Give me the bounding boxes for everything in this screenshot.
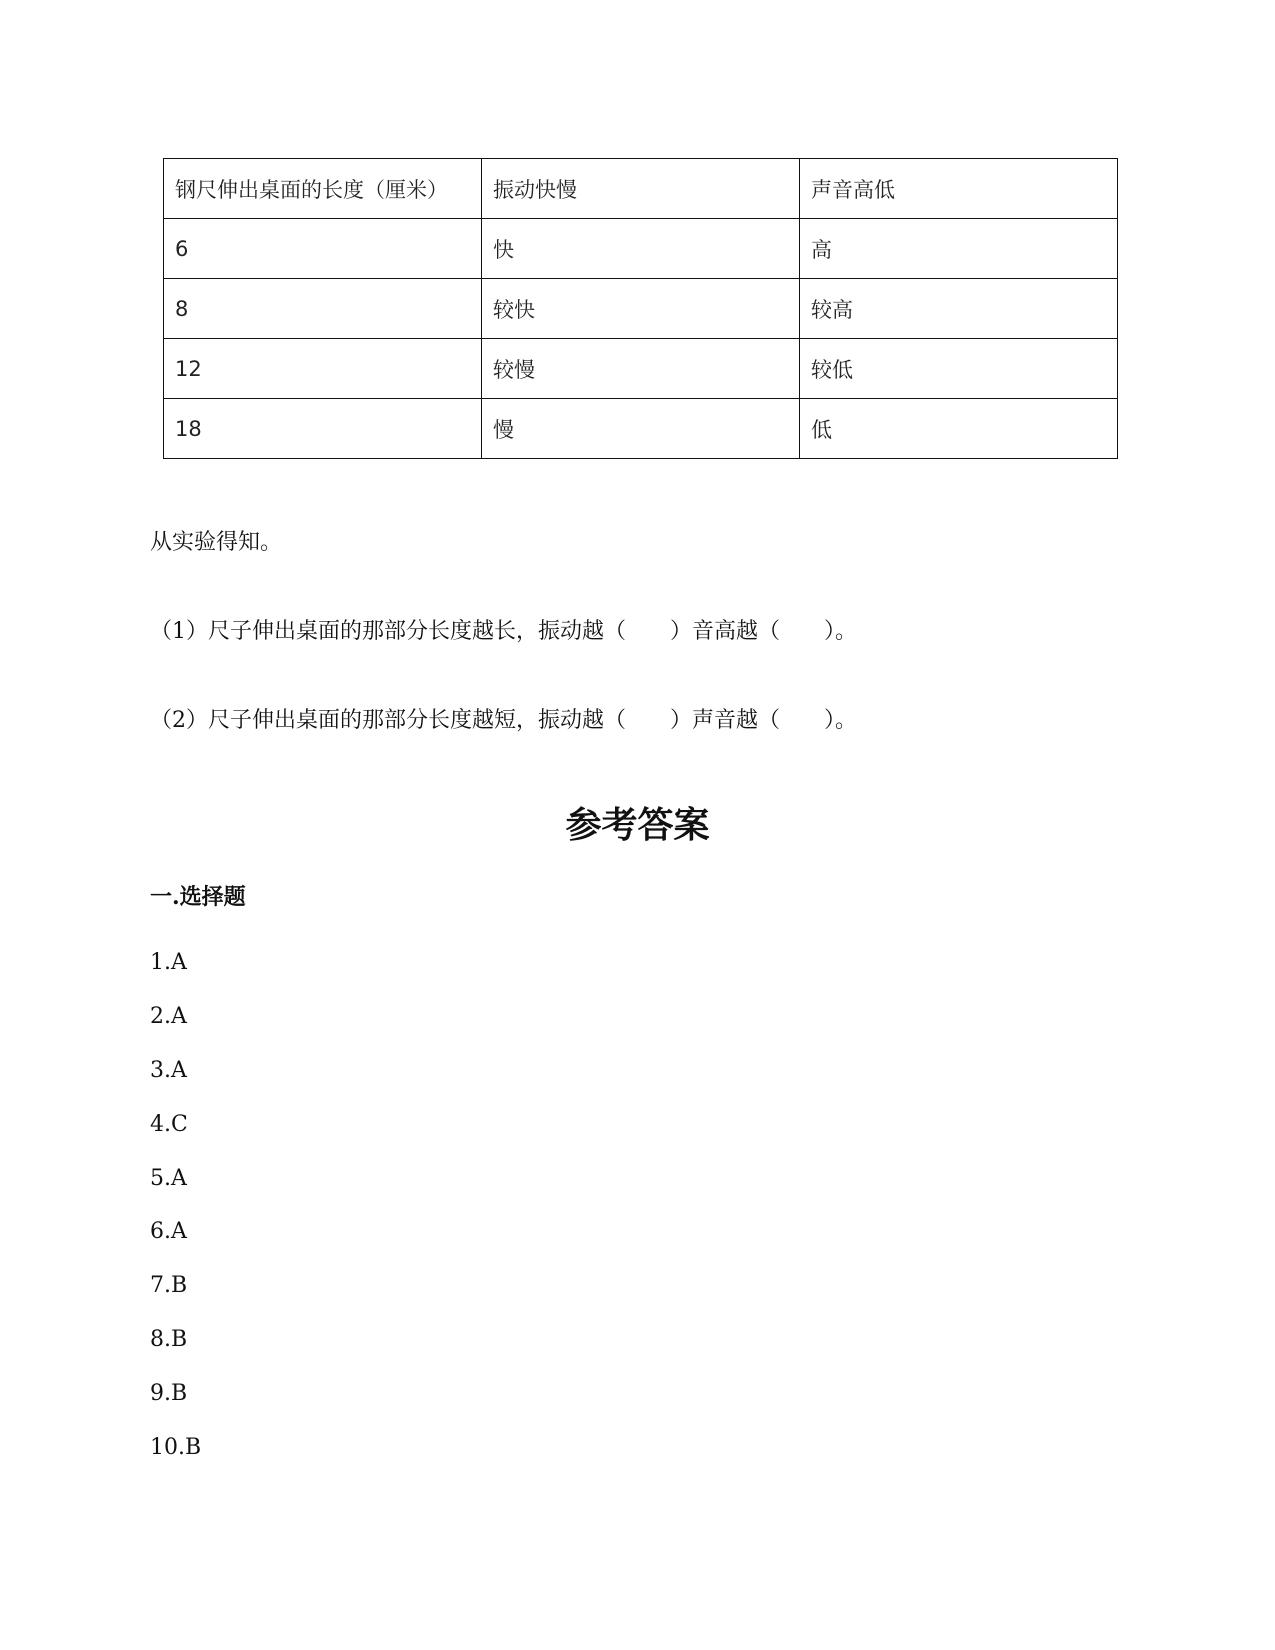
- cell-length: 18: [164, 399, 482, 459]
- section-heading: 一.选择题: [150, 884, 246, 910]
- answer-item: 2.A: [150, 1003, 187, 1029]
- cell-pitch: 高: [800, 219, 1118, 279]
- cell-length: 6: [164, 219, 482, 279]
- answer-list: [150, 948, 201, 1487]
- header-pitch: 声音高低: [800, 159, 1118, 219]
- cell-pitch: 较低: [800, 339, 1118, 399]
- cell-vibration: 慢: [482, 399, 800, 459]
- header-vibration: 振动快慢: [482, 159, 800, 219]
- cell-vibration: 较慢: [482, 339, 800, 399]
- experiment-table: [163, 158, 1118, 459]
- cell-pitch: 低: [800, 399, 1118, 459]
- table-row: [164, 339, 1118, 399]
- answer-item: 7.B: [150, 1273, 188, 1299]
- answer-item: 9.B: [150, 1381, 188, 1407]
- answer-key-title: 参考答案: [565, 804, 710, 846]
- cell-vibration: 较快: [482, 279, 800, 339]
- answer-item: 10.B: [150, 1435, 202, 1461]
- table-row: [164, 399, 1118, 459]
- cell-length: 8: [164, 279, 482, 339]
- table-header-row: [164, 159, 1118, 219]
- conclusion-intro: 从实验得知。: [150, 530, 283, 555]
- table-row: [164, 219, 1118, 279]
- answer-item: 6.A: [150, 1219, 187, 1245]
- answer-item: 5.A: [150, 1165, 187, 1191]
- header-length: 钢尺伸出桌面的长度（厘米）: [164, 159, 482, 219]
- question-2: （2）尺子伸出桌面的那部分长度越短，振动越（ ）声音越（ ）。: [150, 708, 857, 733]
- cell-pitch: 较高: [800, 279, 1118, 339]
- answer-item: 4.C: [150, 1111, 188, 1137]
- table-row: [164, 279, 1118, 339]
- answer-item: 3.A: [150, 1057, 187, 1083]
- answer-item: 1.A: [150, 950, 187, 975]
- cell-vibration: 快: [482, 219, 800, 279]
- question-1: （1）尺子伸出桌面的那部分长度越长，振动越（ ）音高越（ ）。: [150, 619, 857, 644]
- cell-length: 12: [164, 339, 482, 399]
- answer-item: 8.B: [150, 1327, 188, 1353]
